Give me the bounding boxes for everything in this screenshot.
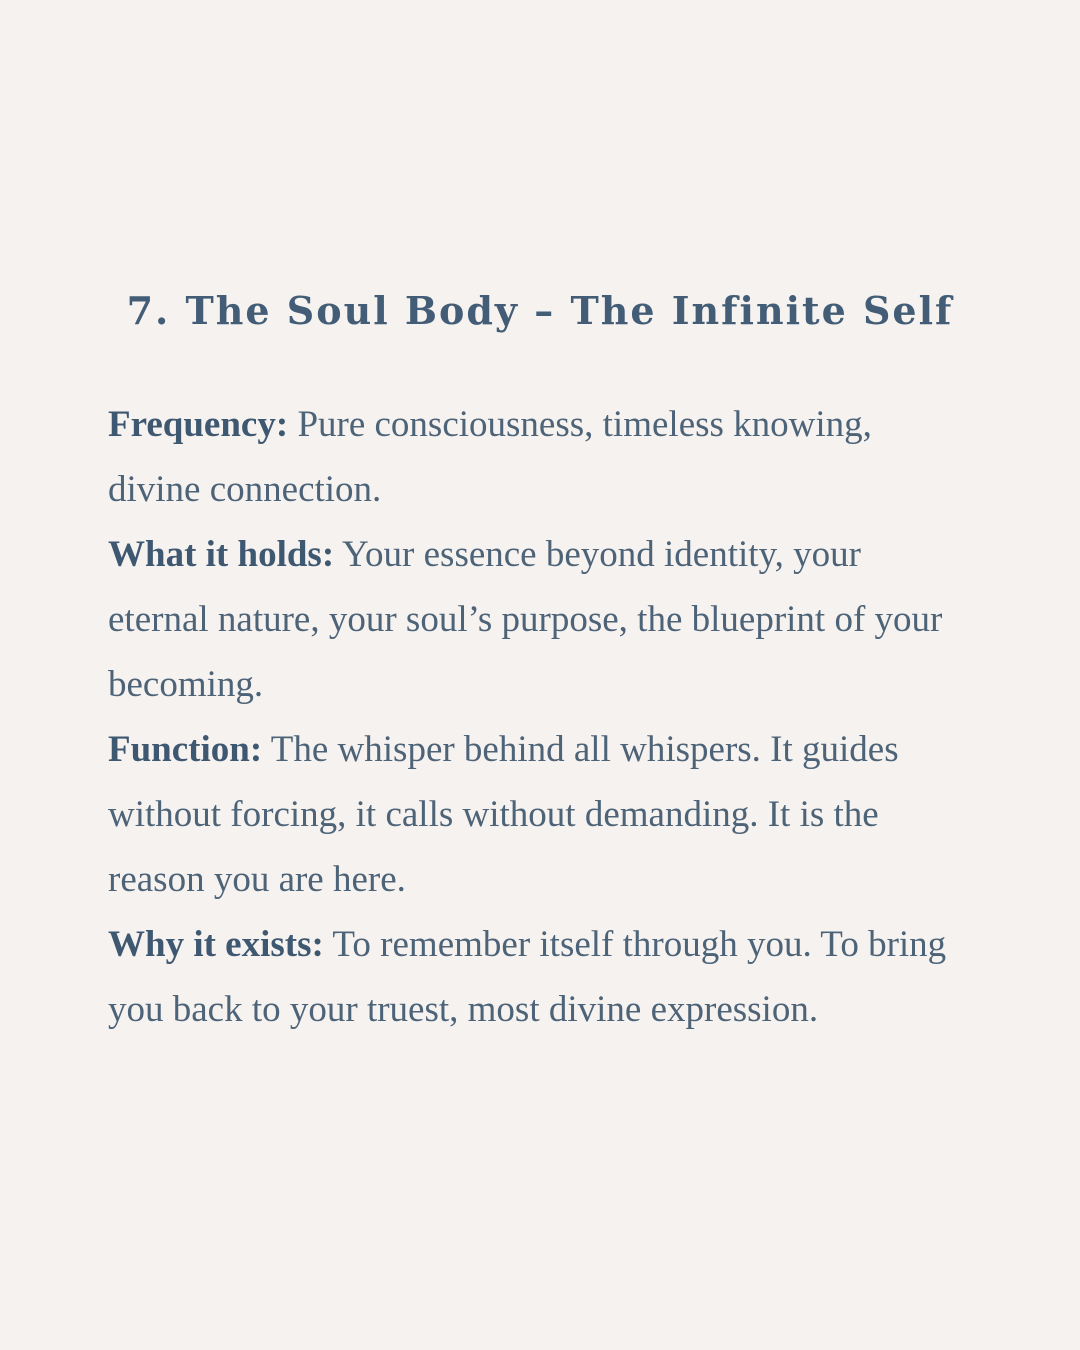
page-title: 7. The Soul Body – The Infinite Self xyxy=(126,288,954,333)
section-label: Frequency: xyxy=(108,404,289,445)
section-text: To remember itself through you. To bring you back to your truest, most divine expression. xyxy=(108,924,947,1030)
section-what-it-holds xyxy=(108,522,968,717)
section-text: Pure consciousness, timeless knowing, divine connection. xyxy=(108,404,872,510)
section-why-it-exists xyxy=(108,912,968,1042)
section-label: What it holds: xyxy=(108,534,335,575)
section-function xyxy=(108,717,968,912)
section-text: Your essence beyond identity, your eternal nature, your soul’s purpose, the blueprint of your becoming. xyxy=(108,534,943,705)
section-text: The whisper behind all whispers. It guides without forcing, it calls without demanding. It is the reason you are here. xyxy=(108,729,899,900)
section-frequency xyxy=(108,392,968,522)
content-body xyxy=(108,392,968,1042)
section-label: Why it exists: xyxy=(108,924,324,965)
section-label: Function: xyxy=(108,729,263,770)
